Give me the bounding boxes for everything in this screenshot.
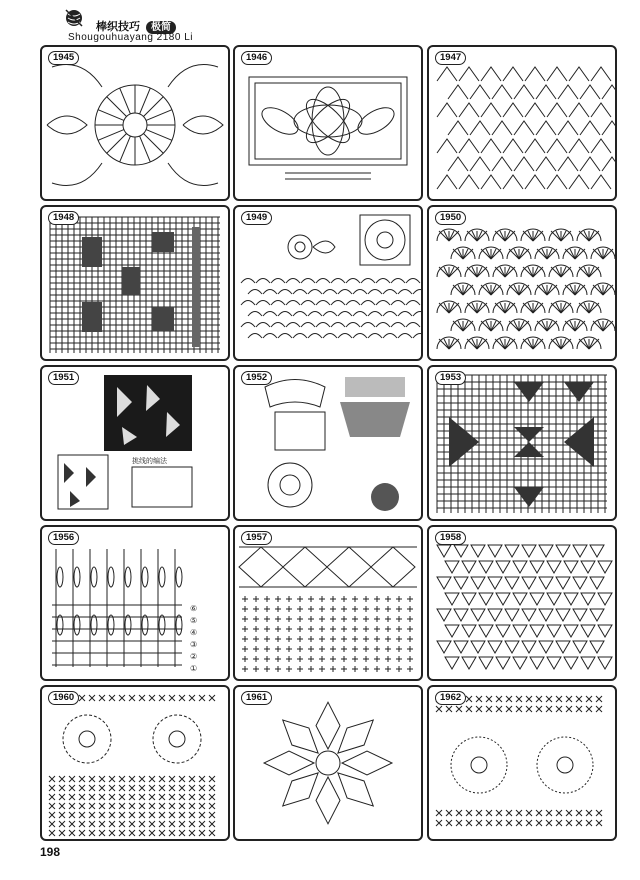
pattern-number: 1961 xyxy=(241,691,272,705)
pattern-number: 1949 xyxy=(241,211,272,225)
pattern-number: 1946 xyxy=(241,51,272,65)
pattern-number: 1960 xyxy=(48,691,79,705)
shell-chart-1947 xyxy=(429,47,615,199)
pattern-panel-1948 xyxy=(40,205,230,361)
pattern-panel-1950 xyxy=(427,205,617,361)
pattern-panel-1949 xyxy=(233,205,423,361)
diamond-chart-1957 xyxy=(235,527,421,679)
page-title: 棒织技巧 极简 xyxy=(96,18,176,34)
mesh-chart-1949 xyxy=(235,207,421,359)
page-subtitle: Shougouhuayang 2180 Li xyxy=(68,32,193,43)
pattern-number: 1957 xyxy=(241,531,272,545)
pattern-panel-1952 xyxy=(233,365,423,521)
pattern-number: 1952 xyxy=(241,371,272,385)
butterfly-photo-1951 xyxy=(42,367,228,519)
pattern-panel-1958 xyxy=(427,525,617,681)
pattern-number: 1956 xyxy=(48,531,79,545)
pattern-panel-1946 xyxy=(233,45,423,201)
pattern-number: 1948 xyxy=(48,211,79,225)
row-label: ③ xyxy=(190,640,198,649)
row-label: ④ xyxy=(190,628,198,637)
pattern-number: 1951 xyxy=(48,371,79,385)
fan-chart-1950 xyxy=(429,207,615,359)
row-label: ⑥ xyxy=(190,604,198,613)
title-badge: 极简 xyxy=(146,21,176,34)
motif-chart-1945 xyxy=(42,47,228,199)
pattern-panel-1961 xyxy=(233,685,423,841)
row-label: ⑤ xyxy=(190,616,198,625)
triangle-chart-1958 xyxy=(429,527,615,679)
filet-grid-1953 xyxy=(429,367,615,519)
pattern-number: 1958 xyxy=(435,531,466,545)
filet-grid-1948 xyxy=(42,207,228,359)
row-label: ② xyxy=(190,652,198,661)
pattern-panel-1962 xyxy=(427,685,617,841)
pattern-number: 1962 xyxy=(435,691,466,705)
yarn-ball-icon xyxy=(64,8,84,28)
pattern-panel-1960 xyxy=(40,685,230,841)
page-number: 198 xyxy=(40,845,61,859)
motif-chart-1946 xyxy=(235,47,421,199)
pattern-panel-1956 xyxy=(40,525,230,681)
motif-chart-1960 xyxy=(42,687,228,839)
pattern-panel-1953 xyxy=(427,365,617,521)
pattern-number: 1947 xyxy=(435,51,466,65)
pattern-panel-1951 xyxy=(40,365,230,521)
pattern-panel-1945 xyxy=(40,45,230,201)
motif-chart-1962 xyxy=(429,687,615,839)
leaf-chart-1956 xyxy=(42,527,228,679)
pattern-panel-1957 xyxy=(233,525,423,681)
pattern-number: 1950 xyxy=(435,211,466,225)
panel-caption: 挑线的编法 xyxy=(132,457,167,465)
pattern-panel-1947 xyxy=(427,45,617,201)
row-label: ① xyxy=(190,664,198,673)
motif-chart-1952 xyxy=(235,367,421,519)
pattern-number: 1953 xyxy=(435,371,466,385)
pattern-number: 1945 xyxy=(48,51,79,65)
star-motif-1961 xyxy=(235,687,421,839)
